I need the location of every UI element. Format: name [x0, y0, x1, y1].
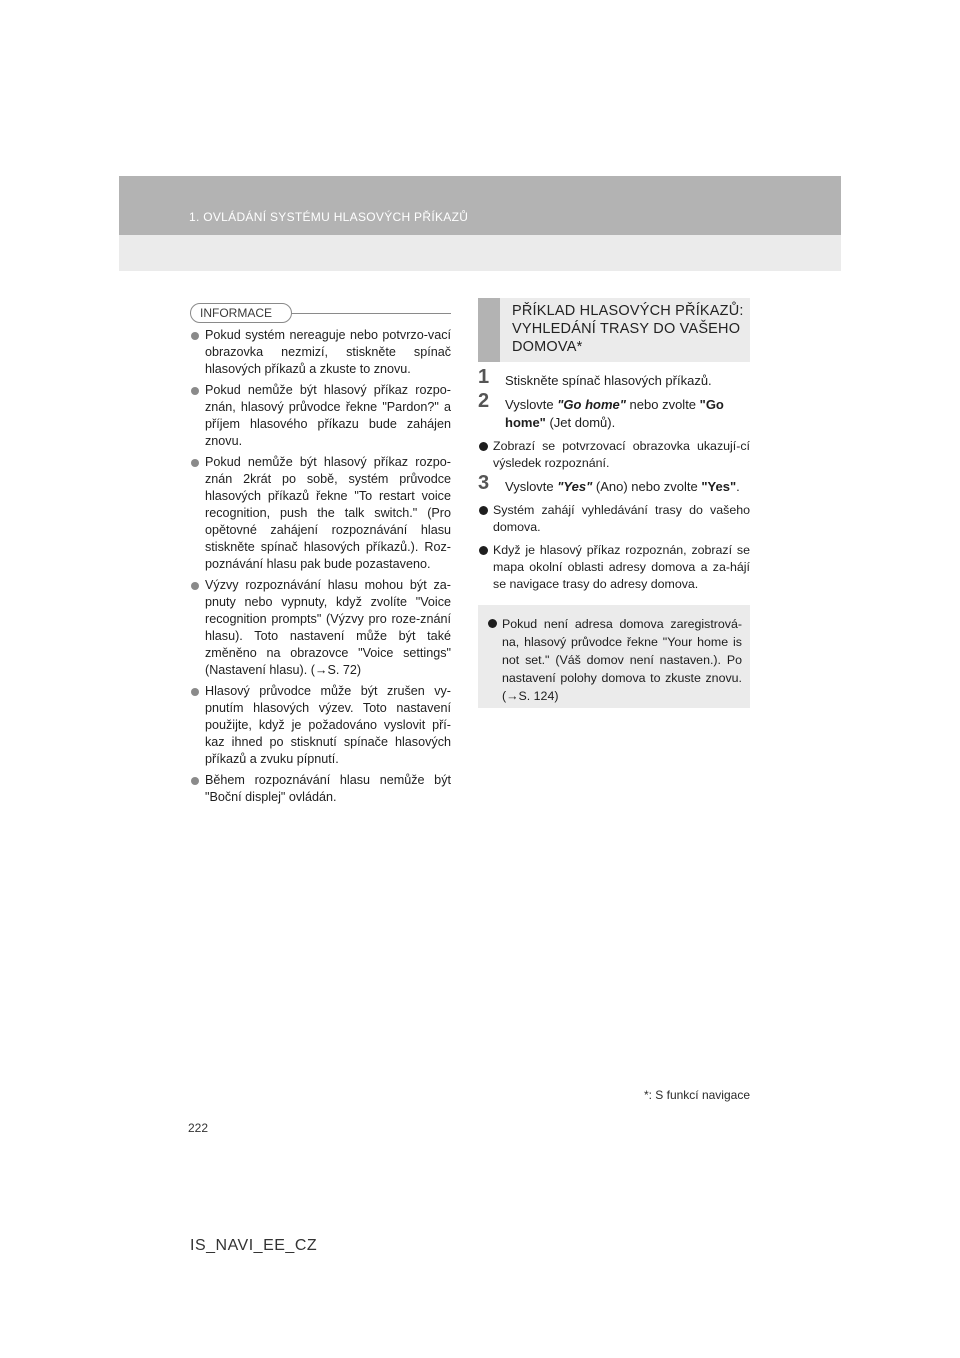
bullet-icon — [191, 459, 199, 467]
bullet-icon — [191, 332, 199, 340]
bullet-icon — [191, 387, 199, 395]
note-box — [478, 605, 750, 708]
step-3: 3 Vyslovte "Yes" (Ano) nebo zvolte "Yes". — [478, 472, 740, 494]
page-header — [119, 176, 841, 271]
bullet-icon — [191, 582, 199, 590]
step-number: 2 — [478, 390, 490, 412]
info-item: Pokud nemůže být hlasový příkaz rozpo-znán, hlasový průvodce řekne "Pardon?" a příjem hlasového příkazu bude zahájen znovu. — [190, 382, 451, 450]
bullet-icon — [479, 442, 488, 451]
footnote: *: S funkcí navigace — [643, 1088, 750, 1102]
screen-button-label: "Go home" — [505, 397, 724, 430]
step-bullet: Zobrazí se potvrzovací obrazovka ukazují-cí výsledek rozpoznání. — [478, 438, 750, 472]
bullet-icon — [488, 619, 497, 628]
bullet-icon — [479, 506, 488, 515]
voice-command: "Yes" — [557, 479, 593, 494]
step-bullet: Když je hlasový příkaz rozpoznán, zobrazí se mapa okolní oblasti adresy domova a za-hájí se navigace trasy do adresy domova. — [478, 542, 750, 593]
bullet-icon — [191, 777, 199, 785]
step-number: 1 — [478, 366, 490, 388]
info-item: Během rozpoznávání hlasu nemůže být "Boční displej" ovládán. — [190, 772, 451, 806]
info-item: Pokud systém nereaguje nebo potvrzo-vací obrazovka nezmizí, stiskněte spínač hlasových příkazů a zkuste to znovu. — [190, 327, 451, 378]
voice-command: "Go home" — [557, 397, 626, 412]
info-item: Hlasový průvodce může být zrušen vy-pnutím hlasových výzev. Toto nastavení použijte, když je požadováno vyslovit pří-kaz ihned po stisknutí spínače hlasových příkazů a zvuku pípnutí. — [190, 683, 451, 768]
info-item: Výzvy rozpoznávání hlasu mohou být za-pnuty nebo vypnuty, když zvolíte "Voice recognition prompts" (Výzvy pro roze-znání hlasu). Toto nastavení může být také změněno na obrazovce "Voice settings" (Nastavení hlasu). (→S. 72) — [190, 577, 451, 679]
section-title: PŘÍKLAD HLASOVÝCH PŘÍKAZŮ: VYHLEDÁNÍ TRASY DO VAŠEHO DOMOVA* — [512, 303, 744, 355]
info-list — [190, 327, 451, 810]
header-band — [119, 176, 841, 235]
document-code: IS_NAVI_EE_CZ — [190, 1237, 318, 1254]
section-heading — [478, 298, 750, 362]
page-number: 222 — [188, 1121, 209, 1135]
step-1: 1 Stiskněte spínač hlasových příkazů. — [478, 366, 712, 388]
screen-button-label: "Yes" — [701, 479, 737, 494]
section-bar — [478, 298, 500, 362]
chapter-title: 1. OVLÁDÁNÍ SYSTÉMU HLASOVÝCH PŘÍKAZŮ — [189, 210, 469, 224]
note-item: Pokud není adresa domova zaregistrová-na, hlasový průvodce řekne "Your home is not set." (Váš domov není nastaven.). Po nastavení polohy domova to zkuste znovu. (→S. 124) — [487, 615, 742, 705]
step-2: 2 Vyslovte "Go home" nebo zvolte "Go home" (Jet domů). — [478, 390, 724, 430]
step-number: 3 — [478, 472, 490, 494]
bullet-icon — [191, 688, 199, 696]
bullet-icon — [479, 546, 488, 555]
step-bullet: Systém zahájí vyhledávání trasy do vašeho domova. — [478, 502, 750, 536]
info-item: Pokud nemůže být hlasový příkaz rozpo-znán 2krát po sobě, systém průvodce hlasových příkazů řekne "To restart voice recognition, push the talk switch." (Pro opětovné zahájení rozpoznávání hlasu stiskněte spínač hlasových příkazů.). Roz-poznávání hlasu pak bude pozastaveno. — [190, 454, 451, 573]
info-tag: INFORMACE — [190, 303, 292, 323]
steps-list — [478, 366, 750, 599]
